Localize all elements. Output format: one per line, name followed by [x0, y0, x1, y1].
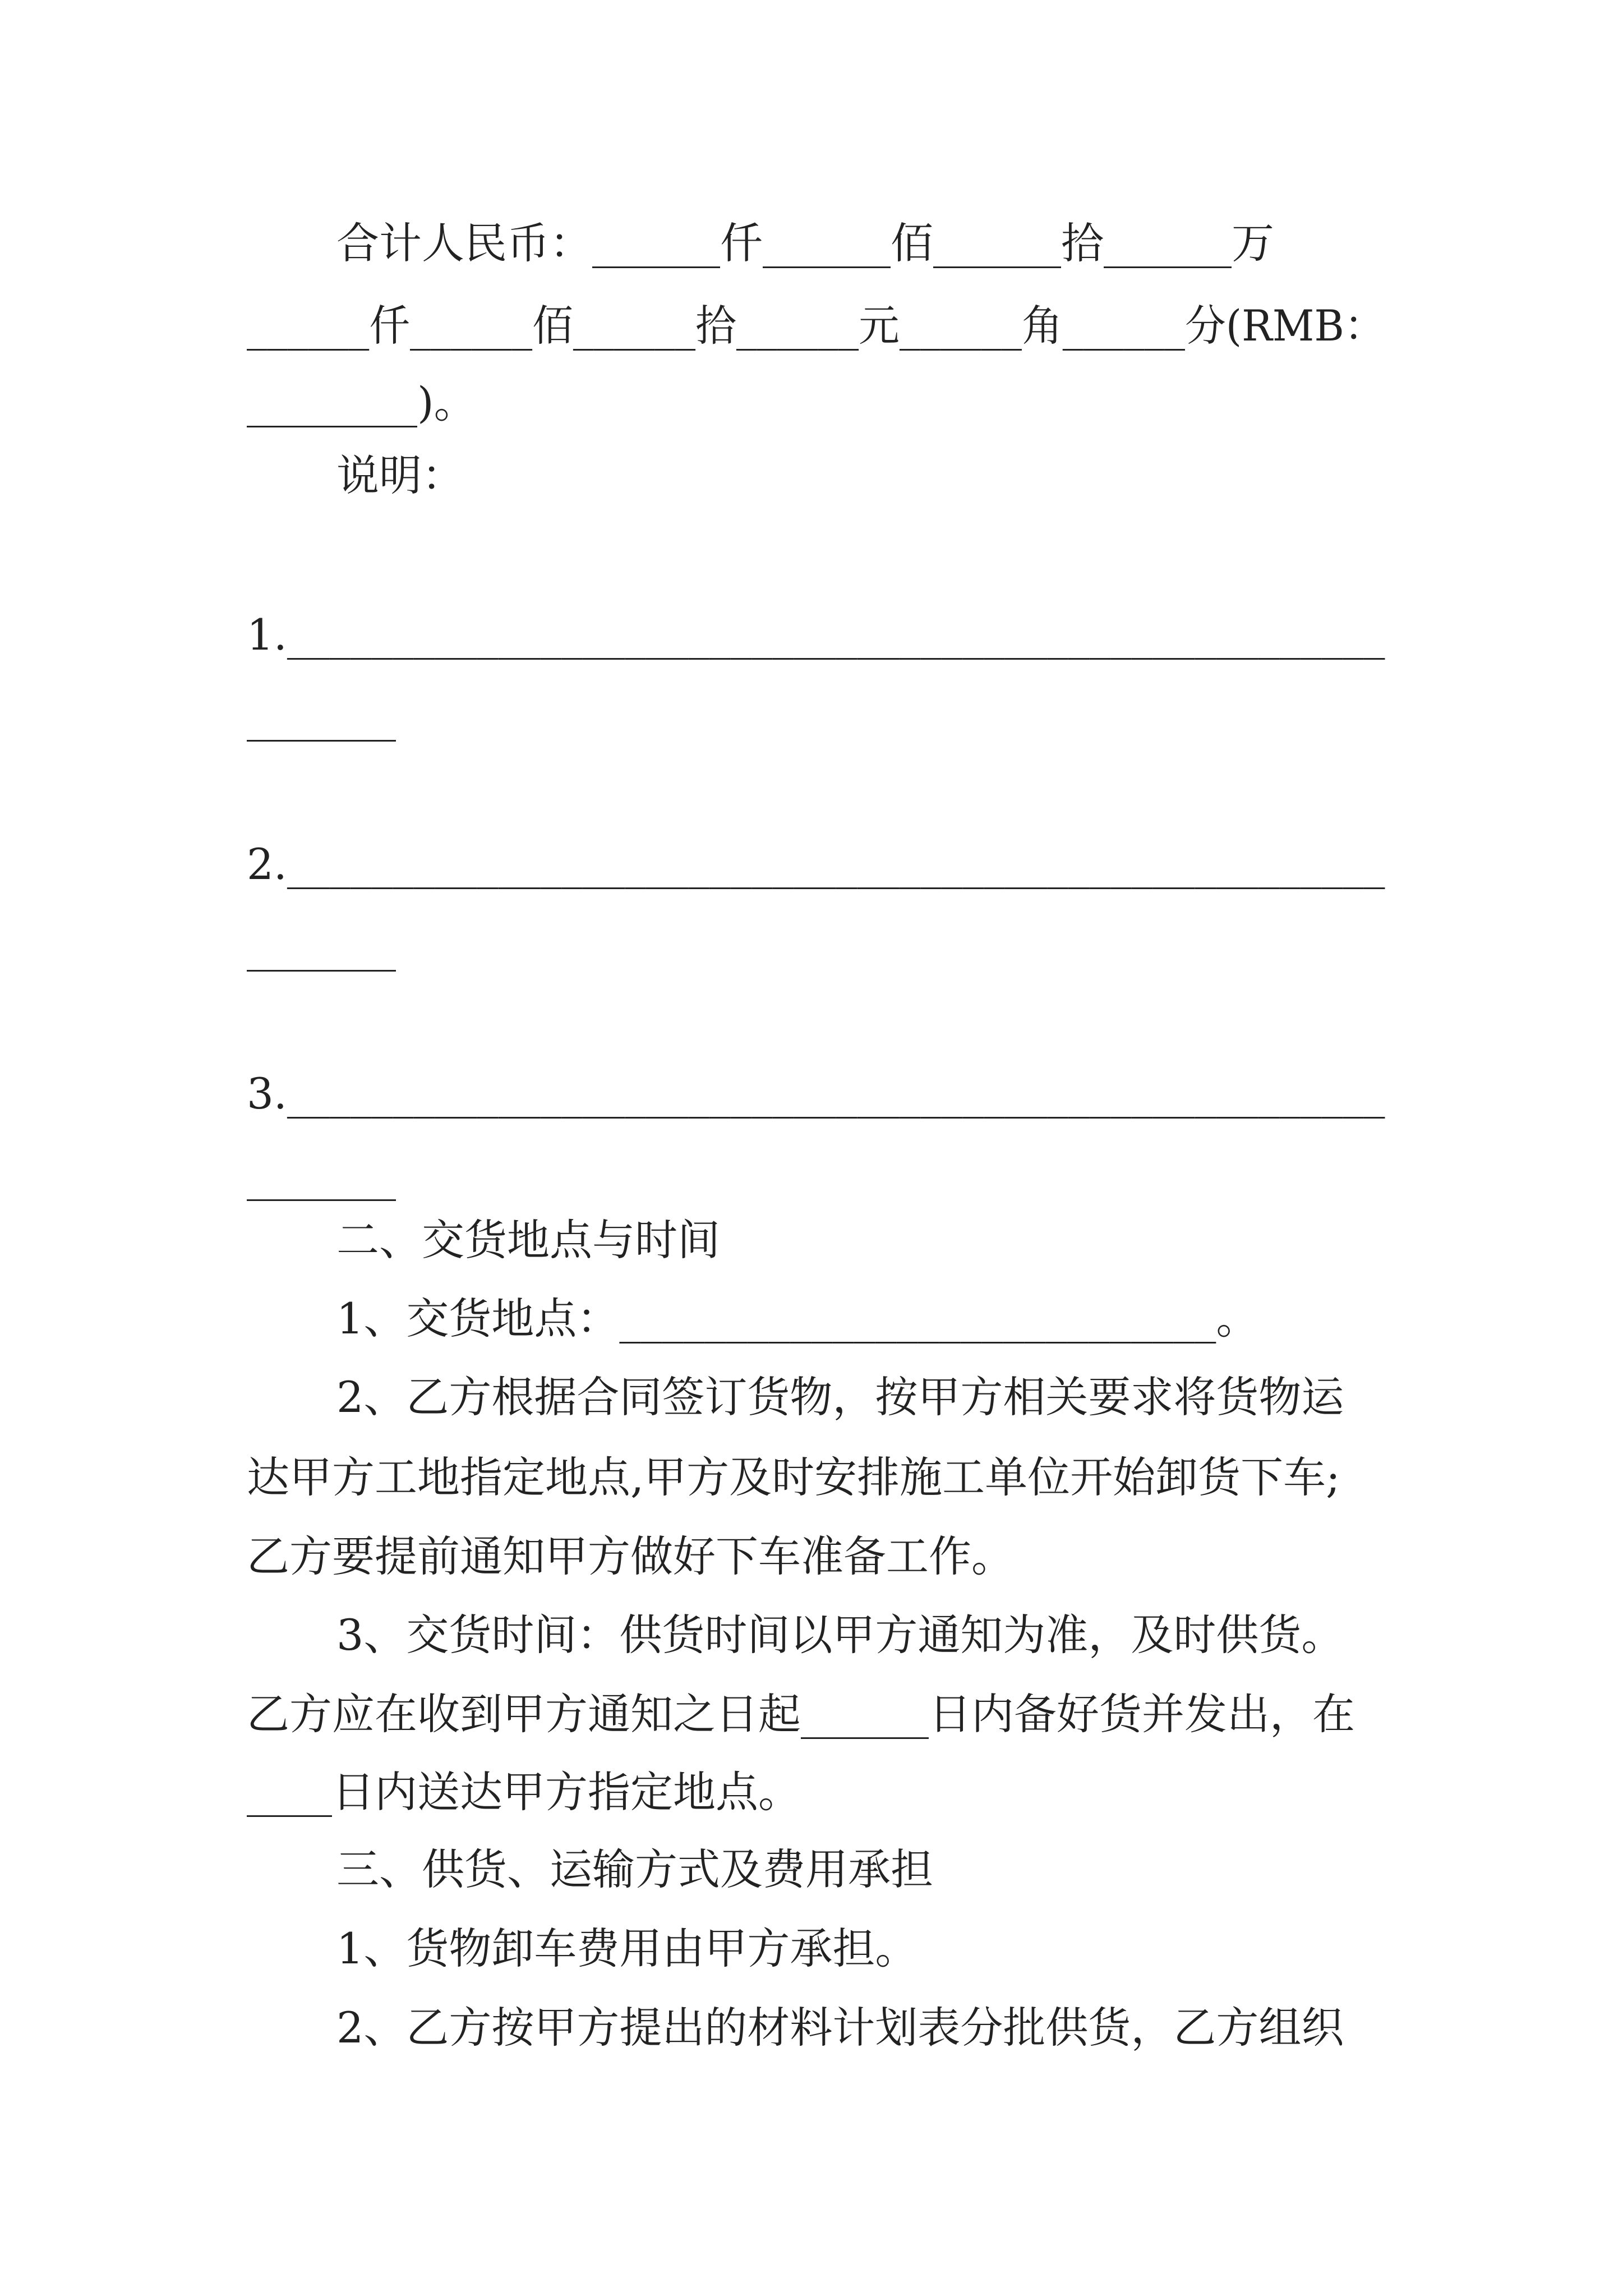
note-1-line: 1.____________________________________________________ — [247, 610, 1385, 660]
clause-3-line-2: 乙方应在收到甲方通知之日起______日内备好货并发出，在 — [247, 1689, 1355, 1739]
section-3-heading: 三、供货、运输方式及费用承担 — [336, 1844, 933, 1894]
note-3-continuation: _______ — [247, 1151, 396, 1201]
total-amount-line-1: 合计人民币：______仟______佰______拾______万 — [336, 218, 1274, 268]
note-1-continuation: _______ — [247, 692, 396, 742]
section-3-clause-1: 1、货物卸车费用由甲方承担。 — [336, 1924, 918, 1973]
total-amount-line-2: ______仟______佰______拾______元______角______分(RMB： — [247, 301, 1385, 351]
section-3-clause-2: 2、乙方按甲方提出的材料计划表分批供货，乙方组织 — [336, 2003, 1344, 2053]
clause-3-line-3: ____日内送达甲方指定地点。 — [247, 1767, 801, 1817]
note-3-line: 3.____________________________________________________ — [247, 1069, 1385, 1119]
section-2-heading: 二、交货地点与时间 — [336, 1215, 720, 1265]
note-2-line: 2.____________________________________________________ — [247, 839, 1385, 889]
note-2-continuation: _______ — [247, 922, 396, 972]
notes-heading: 说明： — [336, 450, 464, 500]
clause-2-line-3: 乙方要提前通知甲方做好下车准备工作。 — [247, 1531, 1014, 1581]
delivery-location: 1、交货地点：____________________________。 — [336, 1294, 1259, 1343]
clause-3-line-1: 3、交货时间：供货时间以甲方通知为准，及时供货。 — [336, 1610, 1344, 1660]
clause-2-line-1: 2、乙方根据合同签订货物，按甲方相关要求将货物运 — [336, 1372, 1344, 1422]
clause-2-line-2: 达甲方工地指定地点,甲方及时安排施工单位开始卸货下车; — [247, 1452, 1340, 1502]
total-amount-line-3: ________)。 — [247, 378, 477, 427]
